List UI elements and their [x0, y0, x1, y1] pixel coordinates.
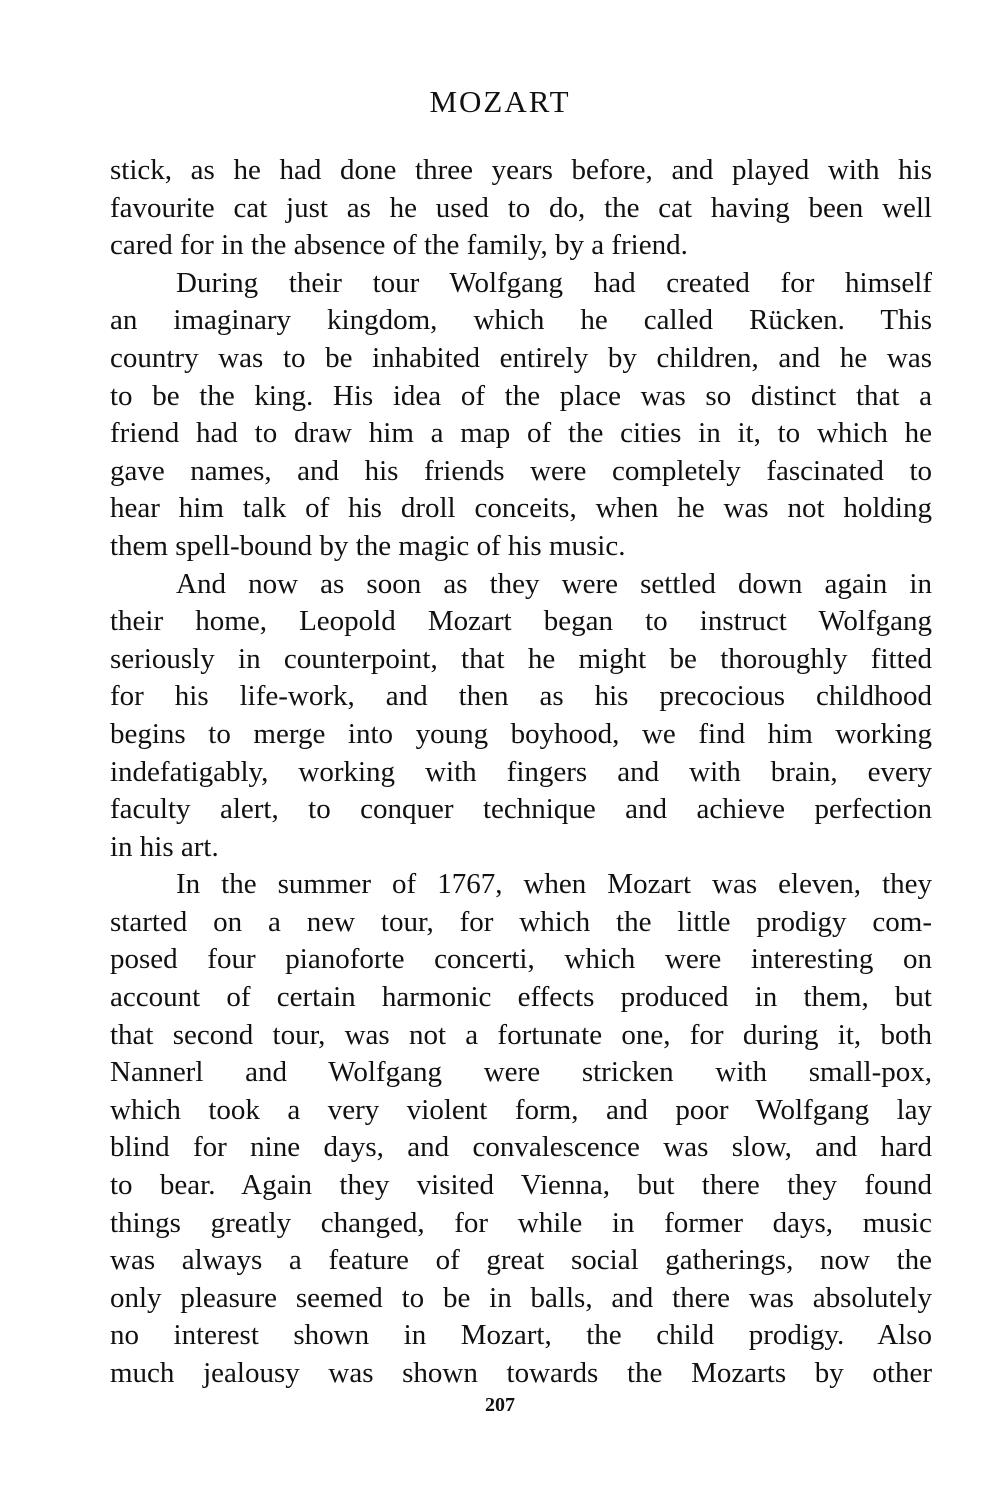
text-line: hear him talk of his droll conceits, when he was not holding — [110, 492, 932, 525]
text-line: blind for nine days, and convalescence was slow, and hard — [110, 1131, 932, 1164]
text-line: account of certain harmonic effects produced in them, but — [110, 981, 932, 1014]
text-line: to bear. Again they visited Vienna, but there they found — [110, 1169, 932, 1202]
text-line: stick, as he had done three years before, and played with his — [110, 154, 932, 186]
running-head: MOZART — [429, 84, 571, 119]
text-line: no interest shown in Mozart, the child prodigy. Also — [110, 1319, 932, 1352]
text-line: their home, Leopold Mozart began to instruct Wolfgang — [110, 605, 932, 638]
text-line: started on a new tour, for which the little prodigy com- — [110, 905, 932, 938]
text-line: gave names, and his friends were completely fascinated to — [110, 454, 932, 487]
text-line: much jealousy was shown towards the Mozarts by other — [110, 1357, 932, 1389]
text-line: In the summer of 1767, when Mozart was eleven, they — [176, 868, 932, 901]
text-line: cared for in the absence of the family, by a friend. — [110, 229, 688, 262]
text-line: During their tour Wolfgang had created for himself — [176, 266, 932, 299]
text-line: favourite cat just as he used to do, the cat having been well — [110, 191, 932, 224]
text-line: indefatigably, working with fingers and with brain, every — [110, 755, 932, 788]
text-line: And now as soon as they were settled down again in — [176, 567, 932, 600]
text-line: seriously in counterpoint, that he might be thoroughly fitted — [110, 642, 932, 675]
text-line: for his life-work, and then as his precocious childhood — [110, 680, 932, 713]
text-line: things greatly changed, for while in former days, music — [110, 1206, 932, 1239]
text-line: them spell-bound by the magic of his music. — [110, 529, 626, 562]
text-line: faculty alert, to conquer technique and achieve perfection — [110, 793, 932, 826]
text-line: that second tour, was not a fortunate one, for during it, both — [110, 1018, 932, 1051]
text-line: Nannerl and Wolfgang were stricken with small-pox, — [110, 1056, 932, 1089]
text-line: begins to merge into young boyhood, we find him working — [110, 717, 932, 750]
text-line: only pleasure seemed to be in balls, and there was absolutely — [110, 1281, 932, 1314]
text-line: which took a very violent form, and poor Wolfgang lay — [110, 1093, 932, 1126]
text-line: to be the king. His idea of the place was so distinct that a — [110, 379, 932, 412]
text-line: was always a feature of great social gatherings, now the — [110, 1244, 932, 1277]
text-line: in his art. — [110, 830, 219, 863]
text-line: an imaginary kingdom, which he called Rücken. This — [110, 304, 932, 337]
text-line: posed four pianoforte concerti, which were interesting on — [110, 943, 932, 976]
body-text — [110, 152, 932, 1393]
text-line: friend had to draw him a map of the cities in it, to which he — [110, 417, 932, 450]
text-line: country was to be inhabited entirely by children, and he was — [110, 341, 932, 374]
page-number: 207 — [485, 1394, 515, 1416]
